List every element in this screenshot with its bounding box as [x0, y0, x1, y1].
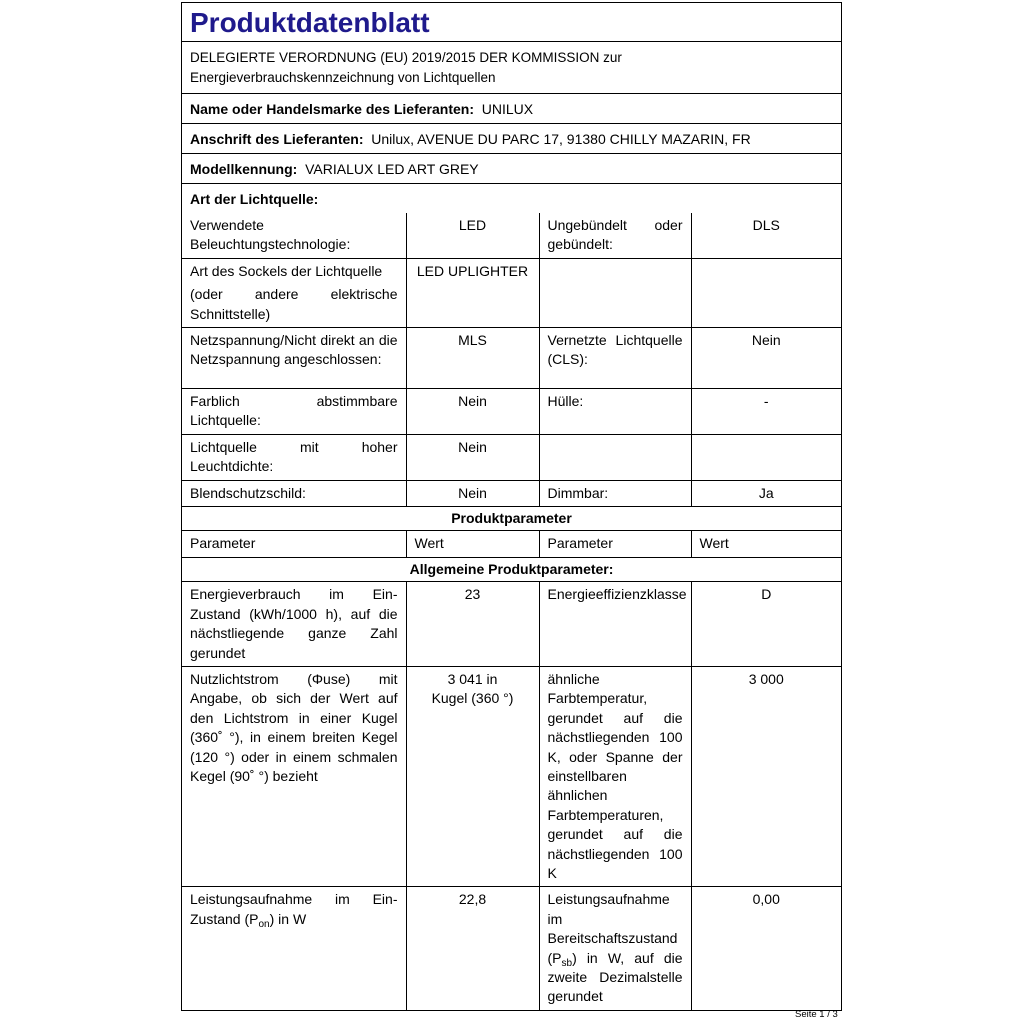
table-row: Verwendete Beleuchtungstechnologie: LED Ungebündelt oder gebündelt: DLS	[182, 213, 841, 258]
data-table	[182, 213, 841, 1010]
table-row: Leistungsaufnahme im Ein-Zustand $(P_{on})$ in W 22,8 Leistungsaufnahme im Bereitschaftszustand $(P_{sb})$ in W, auf die zweite Dezimalstelle gerundet 0,00	[182, 887, 841, 1010]
table-row: Art des Sockels der Lichtquelle (oder andere elektrische Schnittstelle) LED UPLIGHTER	[182, 258, 841, 327]
table-row: Netzspannung/Nicht direkt an die Netzspannung angeschlossen: MLS Vernetzte Lichtquelle (CLS): Nein	[182, 328, 841, 389]
product-params-heading-row: Produktparameter	[182, 507, 841, 531]
table-row: Nutzlichtstrom (Φuse) mit Angabe, ob sich der Wert auf den Lichtstrom in einer Kugel (360˚ °), in einem breiten Kegel (120 °) oder in einem schmalen Kegel (90˚ °) bezieht 3 041 in Kugel (360 °) ähnliche Farbtemperatur, gerundet auf die nächstliegenden 100 K, oder Spanne der einstellbaren ähnlichen Farbtemperaturen, gerundet auf die nächstliegenden 100 K 3 000	[182, 666, 841, 886]
table-row: Lichtquelle mit hoher Leuchtdichte: Nein	[182, 434, 841, 480]
page-number: Seite 1 / 3	[795, 1009, 838, 1020]
page-title: Produktdatenblatt	[182, 3, 841, 42]
supplier-name-row: Name oder Handelsmarke des Lieferanten: UNILUX	[182, 94, 841, 124]
table-row: Energieverbrauch im Ein-Zustand (kWh/1000 h), auf die nächstliegende ganze Zahl gerundet 23 Energieeffizienzklasse D	[182, 582, 841, 667]
table-row: Farblich abstimmbare Lichtquelle: Nein Hülle: -	[182, 389, 841, 435]
param-header-row: Parameter Wert Parameter Wert	[182, 531, 841, 557]
table-row: Blendschutzschild: Nein Dimmbar: Ja	[182, 480, 841, 506]
general-params-heading-row: Allgemeine Produktparameter:	[182, 557, 841, 581]
light-source-type-heading: Art der Lichtquelle:	[190, 191, 319, 207]
product-data-sheet	[181, 2, 842, 1011]
supplier-address-row: Anschrift des Lieferanten: Unilux, AVENUE DU PARC 17, 91380 CHILLY MAZARIN, FR	[182, 124, 841, 154]
regulation-text: DELEGIERTE VERORDNUNG (EU) 2019/2015 DER KOMMISSION zur Energieverbrauchskennzeichnung von Lichtquellen	[182, 42, 841, 94]
model-row: Modellkennung: VARIALUX LED ART GREY	[182, 154, 841, 184]
